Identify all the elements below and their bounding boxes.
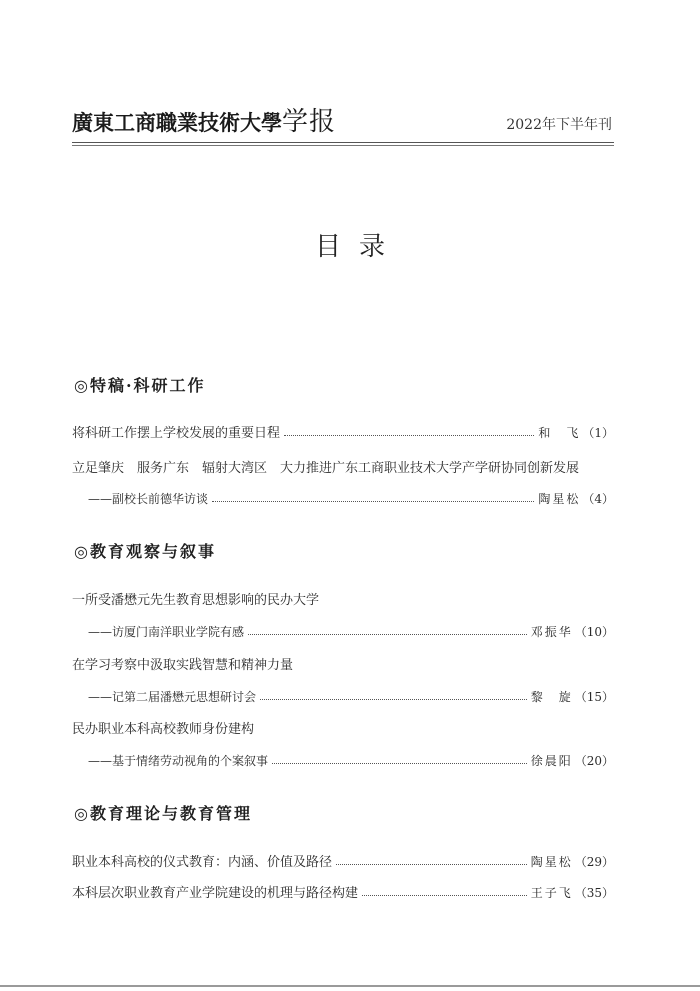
entry-author: 黎 旋	[530, 690, 573, 704]
page-bottom-edge	[0, 985, 700, 987]
section-title-theory: ◎教育理论与教育管理	[74, 804, 252, 823]
toc-entry-subtitle[interactable]	[72, 685, 614, 705]
journal-name-university: 廣東工商職業技術大學	[72, 110, 282, 135]
journal-header	[72, 104, 614, 140]
issue-label: 2022年下半年刊	[506, 117, 612, 133]
entry-author: 邓振华	[530, 625, 573, 639]
leader-dots	[260, 699, 527, 700]
entry-title: 立足肇庆 服务广东 辐射大湾区 大力推进广东工商职业技术大学产学研协同创新发展	[72, 461, 580, 476]
entry-page: （4）	[582, 492, 614, 506]
toc-entry[interactable]	[72, 881, 614, 901]
entry-subtitle: ——访厦门南洋职业学院有感	[88, 625, 245, 639]
entry-page: （1）	[582, 426, 614, 440]
entry-title: 将科研工作摆上学校发展的重要日程	[72, 426, 281, 441]
toc-title: 目录	[314, 232, 403, 262]
entry-subtitle: ——记第二届潘懋元思想研讨会	[88, 690, 257, 704]
toc-entry-subtitle[interactable]	[72, 487, 614, 507]
section-title-observation: ◎教育观察与叙事	[74, 542, 216, 561]
journal-name	[72, 101, 336, 138]
entry-title: 一所受潘懋元先生教育思想影响的民办大学	[72, 593, 320, 608]
header-rule	[72, 142, 614, 143]
entry-author: 陶星松	[538, 492, 581, 506]
leader-dots	[336, 864, 527, 865]
entry-page: （15）	[574, 690, 614, 704]
entry-page: （10）	[574, 625, 614, 639]
entry-subtitle: ——基于情绪劳动视角的个案叙事	[88, 754, 269, 768]
entry-title: 本科层次职业教育产业学院建设的机理与路径构建	[72, 886, 359, 901]
leader-dots	[362, 895, 527, 896]
toc-entry[interactable]	[72, 850, 614, 870]
leader-dots	[272, 763, 527, 764]
entry-page: （20）	[574, 754, 614, 768]
entry-title: 在学习考察中汲取实践智慧和精神力量	[72, 658, 294, 673]
entry-title: 民办职业本科高校教师身份建构	[72, 722, 255, 737]
entry-author: 徐晨阳	[530, 754, 573, 768]
toc-entry-subtitle[interactable]	[72, 749, 614, 769]
entry-page: （35）	[574, 886, 614, 900]
entry-subtitle: ——副校长前德华访谈	[88, 492, 209, 506]
toc-entry[interactable]	[72, 588, 614, 608]
entry-author: 王子飞	[530, 886, 573, 900]
leader-dots	[284, 435, 534, 436]
entry-page: （29）	[574, 855, 614, 869]
toc-entry[interactable]	[72, 717, 614, 737]
header-rule-secondary	[72, 145, 614, 146]
entry-author: 陶星松	[530, 855, 573, 869]
leader-dots	[212, 501, 534, 502]
toc-entry[interactable]	[72, 653, 614, 673]
journal-name-xuebao: 学报	[282, 107, 337, 137]
entry-author: 和 飞	[538, 426, 581, 440]
toc-entry[interactable]	[72, 456, 614, 476]
section-title-special: ◎特稿·科研工作	[74, 376, 206, 395]
entry-title: 职业本科高校的仪式教育：内涵、价值及路径	[72, 855, 333, 870]
toc-entry-subtitle[interactable]	[72, 620, 614, 640]
leader-dots	[248, 634, 527, 635]
toc-entry[interactable]	[72, 421, 614, 441]
